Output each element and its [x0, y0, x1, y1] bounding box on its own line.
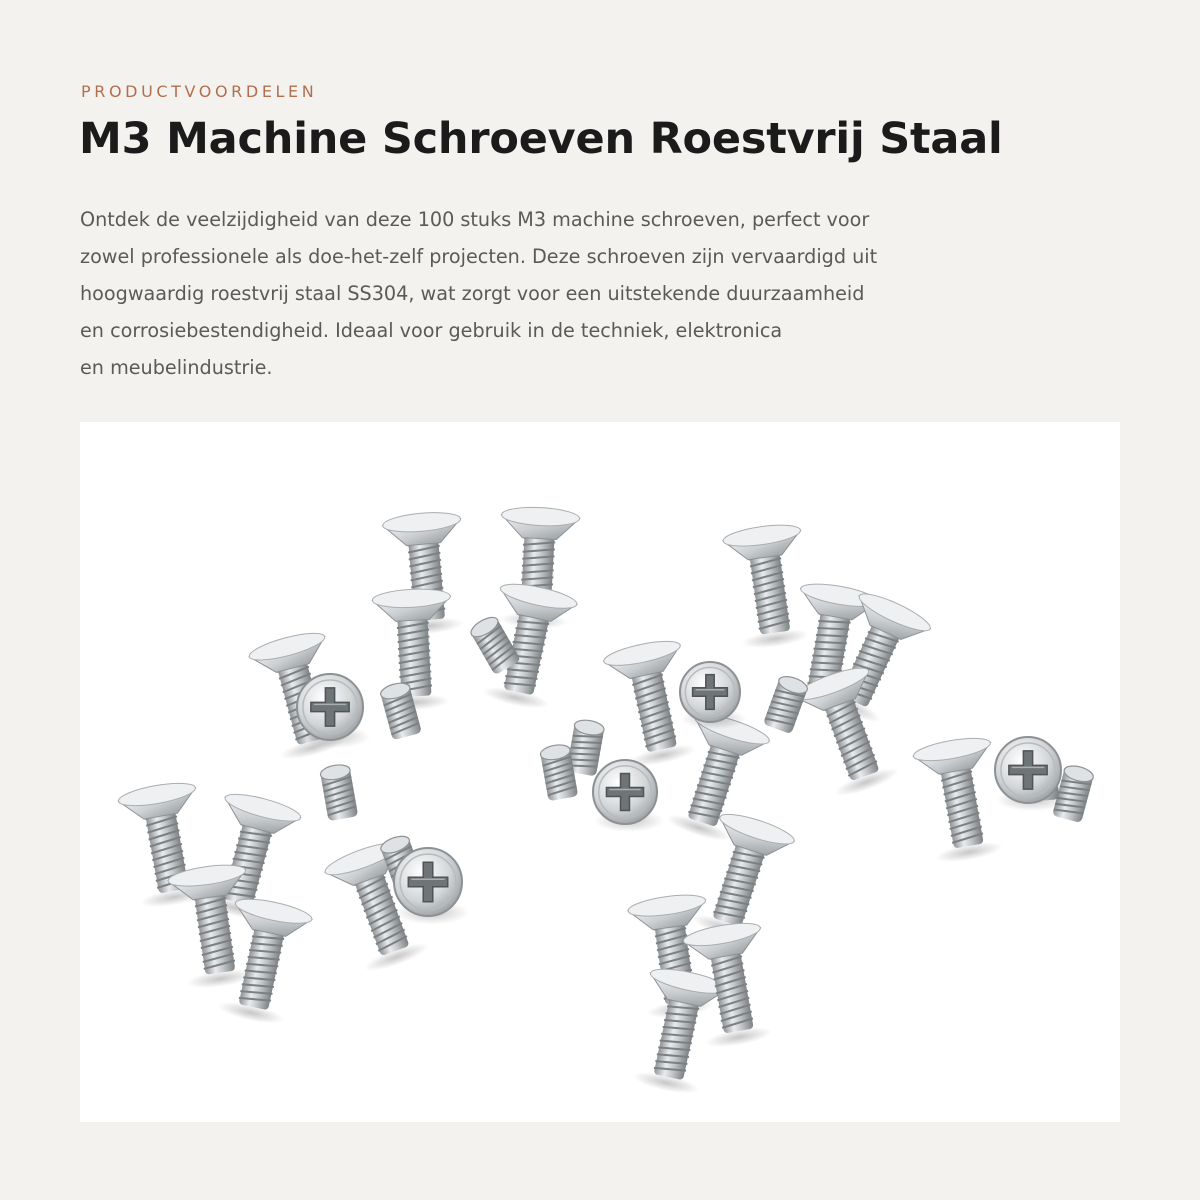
screws-image — [80, 422, 1120, 1122]
product-title: M3 Machine Schroeven Roestvrij Staal — [79, 114, 1003, 164]
description-line: Ontdek de veelzijdigheid van deze 100 stuks M3 machine schroeven, perfect voor — [80, 208, 870, 231]
product-photo — [80, 422, 1120, 1122]
screw-side — [912, 734, 1010, 867]
product-description — [80, 201, 1080, 386]
description-line: zowel professionele als doe-het-zelf projecten. Deze schroeven zijn vervaardigd uit — [80, 245, 878, 268]
screw-phillips-head — [995, 737, 1068, 811]
screw-phillips-head — [593, 760, 664, 832]
screw-phillips-head — [297, 674, 370, 748]
screw-side — [627, 964, 728, 1099]
screw-thread-end — [319, 763, 358, 821]
description-line: hoogwaardig roestvrij staal SS304, wat zorgt voor een uitstekende duurzaamheid — [80, 282, 865, 305]
description-line: en meubelindustrie. — [80, 356, 273, 379]
screw-thread-end — [763, 673, 810, 734]
section-eyebrow: PRODUCTVOORDELEN — [81, 82, 318, 101]
screw-phillips-head — [680, 662, 747, 730]
description-line: en corrosiebestendigheid. Ideaal voor gebruik in de techniek, elektronica — [80, 319, 783, 342]
screw-phillips-head — [394, 848, 469, 925]
